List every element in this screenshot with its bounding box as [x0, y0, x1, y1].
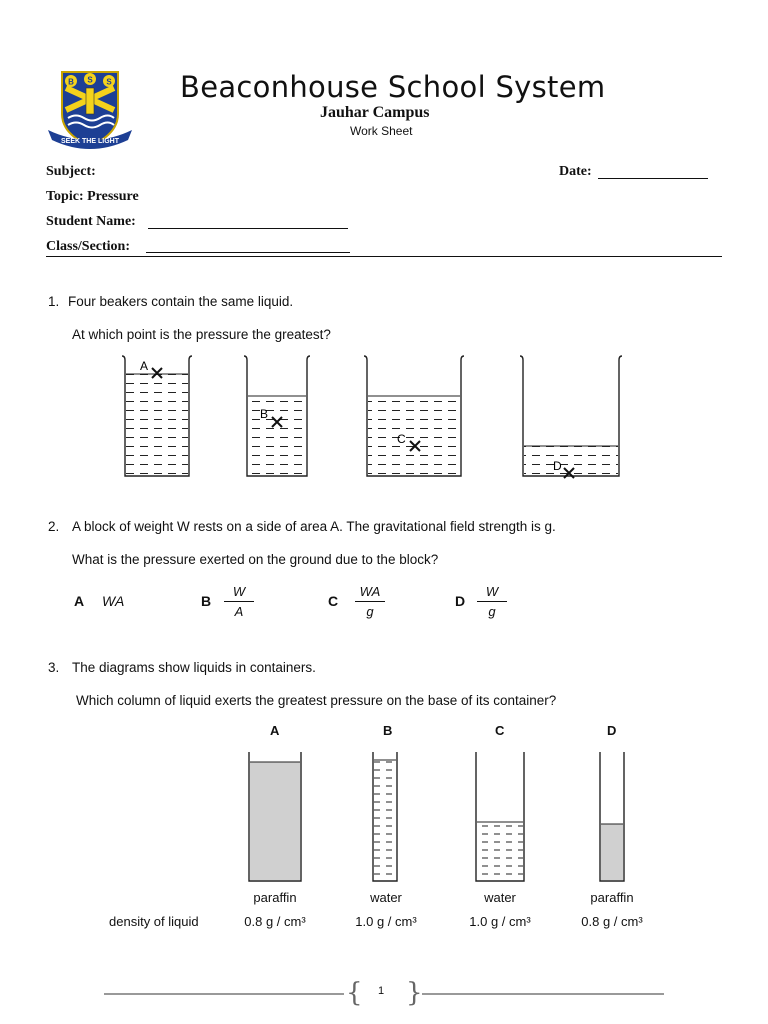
q3-column-d-letter: D: [607, 723, 617, 738]
beaker-c: [364, 356, 464, 476]
header-rule: [46, 256, 722, 257]
beaker-b: [244, 356, 310, 476]
logo-letter-2: S: [87, 75, 93, 85]
q2-number: 2.: [48, 519, 60, 534]
footer-rule-right: [422, 993, 664, 995]
q3-column-c-density: 1.0 g / cm³: [469, 914, 531, 929]
student-name-label: Student Name:: [46, 214, 136, 229]
beaker-d: [520, 356, 622, 478]
footer-brace-left: {: [346, 978, 363, 1008]
point-d-label: D: [553, 459, 562, 473]
point-a-label: A: [140, 359, 149, 373]
container-d: [600, 752, 624, 881]
q2-option-c-denominator: g: [366, 604, 374, 619]
page-number: 1: [378, 985, 385, 997]
q3-column-b-letter: B: [383, 723, 393, 738]
q3-column-b-liquid: water: [370, 890, 402, 905]
q3-column-a-letter: A: [270, 723, 280, 738]
q2-option-c-fraction: [355, 584, 385, 619]
class-section-blank: [146, 252, 350, 253]
q2-option-d-numerator: W: [485, 584, 499, 599]
school-logo: [44, 68, 136, 154]
q2-option-d-fraction: [477, 584, 507, 619]
point-b-label: B: [260, 407, 269, 421]
topic-label: Topic: Pressure: [46, 189, 139, 204]
logo-letter-1: B: [68, 77, 74, 87]
q1-line1: Four beakers contain the same liquid.: [68, 294, 294, 309]
q3-column-a-density: 0.8 g / cm³: [244, 914, 306, 929]
container-c: [476, 752, 524, 881]
q1-line2: At which point is the pressure the greatest?: [72, 327, 331, 342]
q2-option-c-numerator: WA: [359, 584, 381, 599]
q2-line2: What is the pressure exerted on the ground due to the block?: [72, 552, 439, 567]
q3-number: 3.: [48, 660, 60, 675]
footer-brace-right: }: [406, 978, 423, 1008]
date-label: Date:: [559, 164, 592, 179]
student-name-blank: [148, 228, 348, 229]
point-c-label: C: [397, 432, 406, 446]
date-blank: [598, 178, 708, 179]
q3-column-d-density: 0.8 g / cm³: [581, 914, 643, 929]
campus-name: Jauhar Campus: [320, 104, 430, 121]
school-name: Beaconhouse School System: [180, 70, 606, 104]
subject-label: Subject:: [46, 164, 96, 179]
q2-option-c-letter: C: [328, 593, 339, 609]
q3-containers-diagram: [240, 750, 640, 886]
container-a: [249, 752, 301, 881]
q3-column-b-density: 1.0 g / cm³: [355, 914, 417, 929]
q3-column-a-liquid: paraffin: [253, 890, 297, 905]
q3-column-c-letter: C: [495, 723, 505, 738]
footer-rule-left: [104, 993, 344, 995]
logo-letter-3: S: [106, 77, 112, 87]
q2-option-b-letter: B: [201, 593, 212, 609]
q1-beakers-diagram: [110, 352, 640, 484]
logo-motto: SEEK THE LIGHT: [61, 138, 119, 145]
q3-line1: The diagrams show liquids in containers.: [72, 660, 316, 675]
class-section-label: Class/Section:: [46, 239, 130, 254]
density-label: density of liquid: [109, 914, 199, 929]
q1-number: 1.: [48, 294, 60, 309]
q2-line1: A block of weight W rests on a side of area A. The gravitational field strength is g.: [72, 519, 556, 534]
doc-type: Work Sheet: [350, 124, 413, 138]
q2-option-a-value: WA: [102, 593, 125, 609]
q3-column-d-liquid: paraffin: [590, 890, 634, 905]
q3-line2: Which column of liquid exerts the greatest pressure on the base of its container?: [76, 693, 557, 708]
q2-option-d-denominator: g: [488, 604, 496, 619]
q2-option-a-letter: A: [74, 593, 85, 609]
beaker-a: [122, 356, 192, 476]
q3-column-c-liquid: water: [484, 890, 516, 905]
q2-option-b-denominator: A: [234, 604, 244, 619]
q2-option-b-fraction: [224, 584, 254, 619]
q2-option-d-letter: D: [455, 593, 466, 609]
container-b: [373, 752, 397, 881]
q2-option-b-numerator: W: [232, 584, 246, 599]
